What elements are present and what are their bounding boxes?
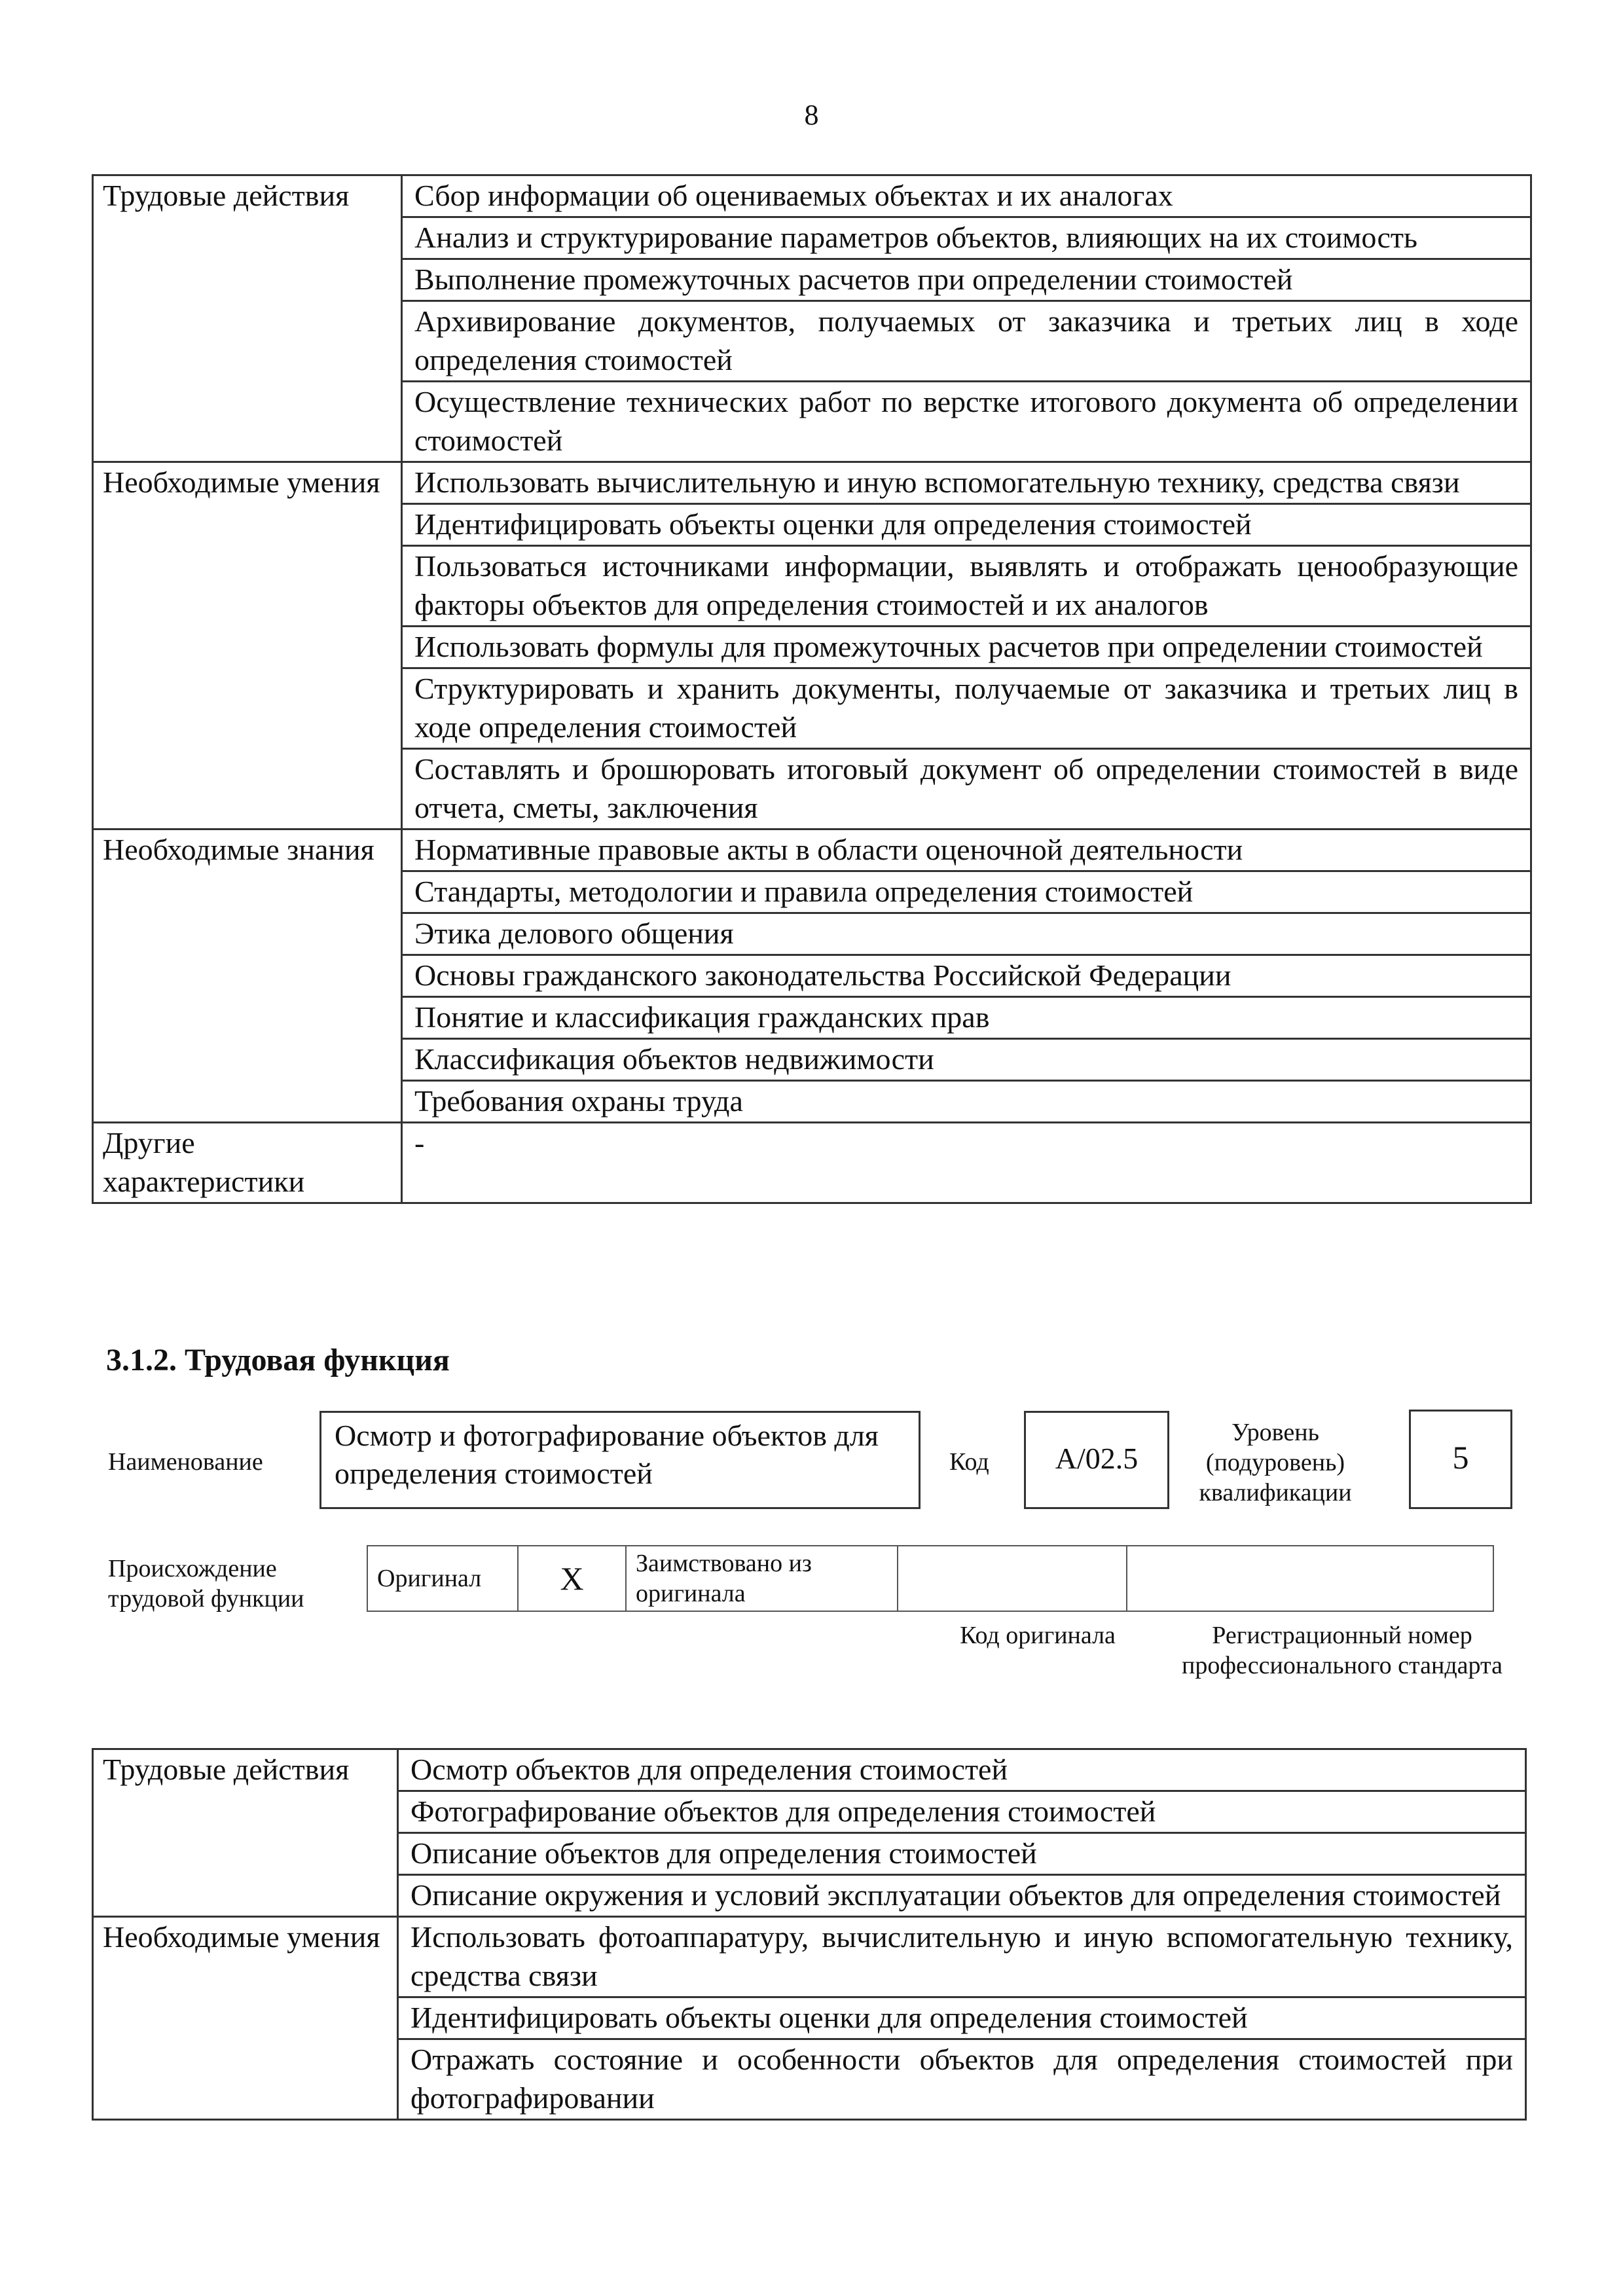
code-label: Код: [949, 1448, 989, 1476]
row-group-label: Трудовые действия: [93, 1749, 398, 1917]
table-row: [93, 829, 1531, 871]
table-cell: Пользоваться источниками информации, выявлять и отображать ценообразующие факторы объектов для определения стоимостей и их аналогов: [402, 546, 1531, 627]
qualification-level-label: Уровень (подуровень) квалификации: [1199, 1419, 1352, 1506]
table-cell: Составлять и брошюровать итоговый документ об определении стоимостей в виде отчета, сметы, заключения: [402, 749, 1531, 829]
table-cell: Идентифицировать объекты оценки для определения стоимостей: [402, 504, 1531, 546]
table-cell: Архивирование документов, получаемых от заказчика и третьих лиц в ходе определения стоимостей: [402, 301, 1531, 382]
table-cell: Использовать фотоаппаратуру, вычислительную и иную вспомогательную технику, средства связи: [398, 1917, 1526, 1997]
table-cell: Идентифицировать объекты оценки для определения стоимостей: [398, 1997, 1526, 2039]
code-original-cell: [898, 1546, 1127, 1611]
table-row: [93, 175, 1531, 217]
table-cell: Осмотр объектов для определения стоимостей: [398, 1749, 1526, 1791]
section-heading: 3.1.2. Трудовая функция: [106, 1343, 450, 1377]
table-cell: Требования охраны труда: [402, 1081, 1531, 1123]
code-original-caption: Код оригинала: [960, 1622, 1116, 1649]
table-cell: Осуществление технических работ по верстке итогового документа об определении стоимостей: [402, 382, 1531, 462]
table-row: [93, 1749, 1526, 1791]
row-group-label: Необходимые умения: [93, 462, 402, 829]
labor-function-table-1: [92, 174, 1532, 1204]
table-cell: Понятие и классификация гражданских прав: [402, 997, 1531, 1039]
table-cell: Этика делового общения: [402, 913, 1531, 955]
table-row: [93, 1917, 1526, 1997]
table-row: [93, 1123, 1531, 1203]
table-cell: Описание окружения и условий эксплуатации объектов для определения стоимостей: [398, 1875, 1526, 1917]
table-cell: Фотографирование объектов для определения стоимостей: [398, 1791, 1526, 1833]
code-value-box: A/02.5: [1024, 1411, 1169, 1509]
table-row: [93, 462, 1531, 504]
qualification-level-box: 5: [1409, 1410, 1512, 1509]
table-cell: Классификация объектов недвижимости: [402, 1039, 1531, 1081]
row-group-label: Другие характеристики: [93, 1123, 402, 1203]
table-cell: Анализ и структурирование параметров объектов, влияющих на их стоимость: [402, 217, 1531, 259]
table-cell: Использовать вычислительную и иную вспомогательную технику, средства связи: [402, 462, 1531, 504]
reg-number-caption: Регистрационный номер профессионального стандарта: [1182, 1622, 1503, 1679]
name-label: Наименование: [108, 1448, 263, 1476]
original-label: Оригинал: [367, 1546, 518, 1611]
table-cell: Отражать состояние и особенности объектов для определения стоимостей при фотографировании: [398, 2039, 1526, 2120]
table-cell: Выполнение промежуточных расчетов при определении стоимостей: [402, 259, 1531, 301]
row-group-label: Необходимые знания: [93, 829, 402, 1123]
table-cell: Описание объектов для определения стоимостей: [398, 1833, 1526, 1875]
row-group-label: Трудовые действия: [93, 175, 402, 462]
reg-number-cell: [1127, 1546, 1493, 1611]
table-cell: Использовать формулы для промежуточных расчетов при определении стоимостей: [402, 627, 1531, 668]
table-cell: Нормативные правовые акты в области оценочной деятельности: [402, 829, 1531, 871]
row-group-label: Необходимые умения: [93, 1917, 398, 2120]
original-mark: X: [518, 1546, 626, 1611]
table-cell: Стандарты, методологии и правила определения стоимостей: [402, 871, 1531, 913]
origin-label: Происхождение трудовой функции: [108, 1555, 304, 1613]
table-cell: Основы гражданского законодательства Российской Федерации: [402, 955, 1531, 997]
table-cell: Структурировать и хранить документы, получаемые от заказчика и третьих лиц в ходе определения стоимостей: [402, 668, 1531, 749]
function-name-box: Осмотр и фотографирование объектов для определения стоимостей: [319, 1411, 921, 1509]
table-cell: Сбор информации об оцениваемых объектах и их аналогах: [402, 175, 1531, 217]
origin-table: [367, 1545, 1494, 1612]
page-number: 8: [804, 99, 819, 131]
table-cell: -: [402, 1123, 1531, 1203]
borrowed-label: Заимствовано из оригинала: [626, 1546, 898, 1611]
labor-function-table-2: [92, 1748, 1527, 2121]
